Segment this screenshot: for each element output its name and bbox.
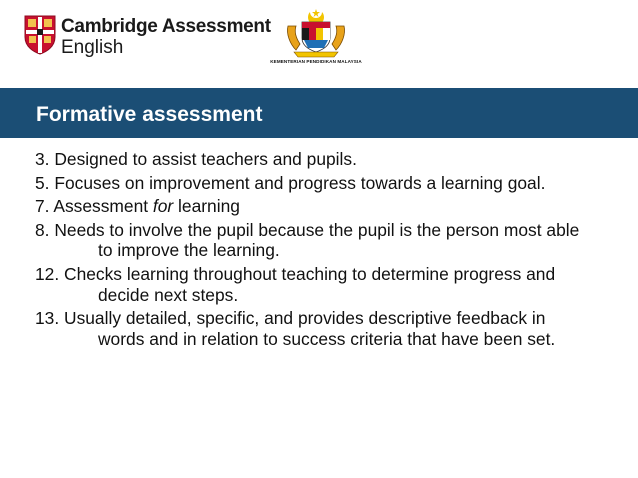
cambridge-shield-icon: [24, 15, 56, 55]
ministry-caption: KEMENTERIAN PENDIDIKAN MALAYSIA: [270, 59, 362, 64]
list-item: 8. Needs to involve the pupil because the pupil is the person most able to improve the learning.: [35, 219, 580, 261]
logo-line-1: Cambridge Assessment: [61, 16, 271, 37]
slide-content: [35, 149, 595, 352]
header-logos: [0, 0, 638, 88]
list-item: 3. Designed to assist teachers and pupils.: [35, 149, 357, 169]
malaysia-coat-of-arms-icon: [284, 8, 348, 58]
list-item: 5. Focuses on improvement and progress towards a learning goal.: [35, 172, 546, 193]
emphasis-text: for: [152, 196, 174, 217]
list-item: 7. Assessment for learning: [35, 196, 240, 217]
ministry-crest-logo: [258, 8, 374, 66]
logo-line-2: English: [61, 37, 124, 58]
cambridge-assessment-logo: [24, 15, 271, 59]
list-item: 12. Checks learning throughout teaching to determine progress and decide next steps.: [35, 263, 556, 305]
title-bar: [0, 88, 638, 138]
list-item: 13. Usually detailed, specific, and provides descriptive feedback in words and in relation to success criteria that have been set.: [35, 308, 556, 349]
slide-title: Formative assessment: [36, 103, 263, 126]
